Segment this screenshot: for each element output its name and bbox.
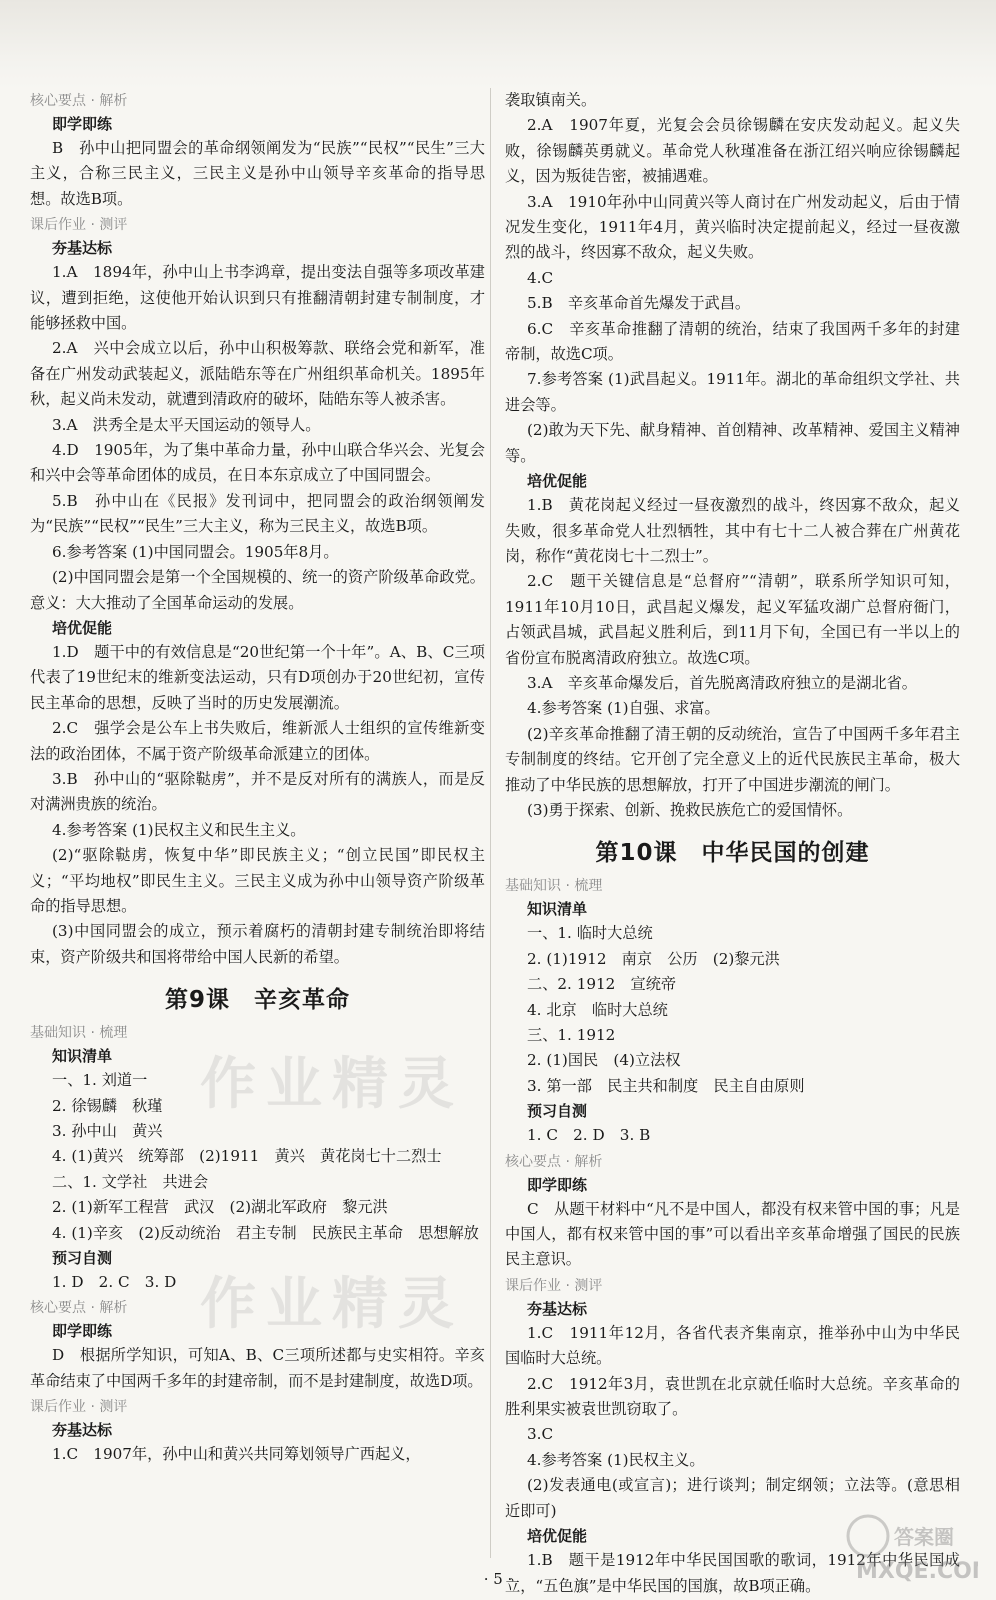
knowledge-line: 4. (1)辛亥 (2)反动统治 君主专制 民族民主革命 思想解放 xyxy=(52,1223,479,1242)
watermark-text: 作业精灵 xyxy=(200,1052,464,1117)
answer-item: (3)勇于探索、创新、挽救民族危亡的爱国情怀。 xyxy=(527,800,853,819)
knowledge-line: 4. 北京 临时大总统 xyxy=(527,1000,668,1019)
section-label: 课后作业 · 测评 xyxy=(505,1277,603,1294)
answer-item: 1.C 1911年12月，各省代表齐集南京，推举孙中山为中华民国临时大总统。 xyxy=(505,1323,960,1368)
answer-item: (2)敢为天下先、献身精神、首创精神、改革精神、爱国主义精神等。 xyxy=(505,421,960,465)
answer-item: (2)“驱除鞑虏，恢复中华”即民族主义；“创立民国”即民权主义；“平均地权”即民生主义。三民主义成为孙中山领导资产阶级革命的指导思想。 xyxy=(30,846,485,915)
section-label: 核心要点 · 解析 xyxy=(505,1153,603,1170)
subsection-title: 即学即练 xyxy=(52,1322,113,1341)
subsection-title: 夯基达标 xyxy=(527,1299,588,1318)
knowledge-line: 二、2. 1912 宣统帝 xyxy=(527,975,677,994)
subsection-title: 培优促能 xyxy=(527,1527,588,1546)
subsection-title: 预习自测 xyxy=(52,1249,113,1268)
answer-item: 2.C 强学会是公车上书失败后，维新派人士组织的宣传维新变法的政治团体，不属于资产阶级革命派建立的团体。 xyxy=(30,719,485,763)
answer-item: (2)发表通电(或宣言)；进行谈判；制定纲领；立法等。(意思相近即可) xyxy=(505,1476,960,1520)
knowledge-line: 三、1. 1912 xyxy=(527,1026,616,1044)
answer-item: 1.B 黄花岗起义经过一昼夜激烈的战斗，终因寡不敌众，起义失败，很多革命党人壮烈牺牲，其中有七十二人被合葬在广州黄花岗，称作“黄花岗七十二烈士”。 xyxy=(505,496,960,565)
section-label: 课后作业 · 测评 xyxy=(30,217,128,234)
watermark-text: 作业精灵 xyxy=(200,1272,464,1337)
knowledge-line: 1. D 2. C 3. D xyxy=(52,1273,177,1292)
knowledge-line: 二、1. 文学社 共进会 xyxy=(52,1172,209,1191)
section-label: 核心要点 · 解析 xyxy=(30,93,128,109)
answer-paragraph: B 孙中山把同盟会的革命纲领阐发为“民族”“民权”“民生”三大主义，合称三民主义，三民主义是孙中山领导辛亥革命的指导思想。故选B项。 xyxy=(30,139,485,208)
answer-item: 4.D 1905年，为了集中革命力量，孙中山联合华兴会、光复会和兴中会等革命团体的成员，在日本东京成立了中国同盟会。 xyxy=(30,441,485,485)
answer-item: 6.C 辛亥革命推翻了清朝的统治，结束了我国两千多年的封建帝制，故选C项。 xyxy=(505,319,960,364)
column-divider xyxy=(490,88,491,1558)
answer-item: 1.B 题干是1912年中华民国国歌的歌词，1912年中华民国成立，“五色旗”是中华民国的国旗，故B项正确。 xyxy=(505,1551,960,1595)
logo-text-en: MXQE.CO xyxy=(856,1559,972,1584)
subsection-title: 夯基达标 xyxy=(52,239,113,258)
knowledge-line: 2. (1)国民 (4)立法权 xyxy=(527,1051,681,1070)
site-logo xyxy=(828,1510,978,1590)
answer-item: 2.C 1912年3月，袁世凯在北京就任临时大总统。辛亥革命的胜利果实被袁世凯窃取了。 xyxy=(505,1374,960,1419)
knowledge-line: 2. 徐锡麟 秋瑾 xyxy=(52,1096,163,1115)
knowledge-line: 3. 第一部 民主共和制度 民主自由原则 xyxy=(527,1076,805,1095)
answer-item: 5.B 辛亥革命首先爆发于武昌。 xyxy=(527,294,751,313)
answer-paragraph: D 根据所学知识，可知A、B、C三项所述都与史实相符。辛亥革命结束了中国两千多年的封建帝制，而不是封建制度，故选D项。 xyxy=(30,1346,485,1390)
lesson-title: 第10课 中华民国的创建 xyxy=(595,840,870,867)
answer-item: 3.C xyxy=(527,1425,554,1444)
section-label: 核心要点 · 解析 xyxy=(30,1300,128,1317)
knowledge-line: 一、1. 临时大总统 xyxy=(527,924,653,943)
answer-item: 3.A 辛亥革命爆发后，首先脱离清政府独立的是湖北省。 xyxy=(527,673,917,692)
section-label: 课后作业 · 测评 xyxy=(30,1399,128,1416)
answer-item: 1.A 1894年，孙中山上书李鸿章，提出变法自强等多项改革建议，遭到拒绝，这使他开始认识到只有推翻清朝封建专制制度，才能够拯救中国。 xyxy=(30,263,485,333)
subsection-title: 培优促能 xyxy=(52,618,113,637)
answer-item: 1.C 1907年，孙中山和黄兴共同筹划领导广西起义， xyxy=(52,1445,421,1464)
answer-item: 4.参考答案 (1)自强、求富。 xyxy=(527,699,720,718)
subsection-title: 夯基达标 xyxy=(52,1421,113,1440)
answer-item: (2)中国同盟会是第一个全国规模的、统一的资产阶级革命政党。意义：大大推动了全国革命运动的发展。 xyxy=(30,568,485,612)
right-column xyxy=(505,88,960,1599)
answer-item: 3.B 孙中山的“驱除鞑虏”，并不是反对所有的满族人，而是反对满洲贵族的统治。 xyxy=(30,769,485,814)
answer-item: 1.D 题干中的有效信息是“20世纪第一个十年”。A、B、C三项代表了19世纪末的维新变法运动，只有D项创办于20世纪初，宣传民主革命的思想，反映了当时的历史发展潮流。 xyxy=(30,642,485,712)
knowledge-line: 2. (1)1912 南京 公历 (2)黎元洪 xyxy=(527,949,780,968)
knowledge-line: 4. (1)黄兴 统筹部 (2)1911 黄兴 黄花岗七十二烈士 xyxy=(52,1147,442,1166)
lesson-title: 第9课 辛亥革命 xyxy=(164,987,350,1014)
logo-icon xyxy=(828,1510,978,1590)
answer-item: 6.参考答案 (1)中国同盟会。1905年8月。 xyxy=(52,542,339,561)
logo-text-cn: 答案圈 xyxy=(894,1525,954,1549)
knowledge-line: 2. (1)新军工程营 武汉 (2)湖北军政府 黎元洪 xyxy=(52,1198,388,1217)
answer-item: 4.参考答案 (1)民权主义。 xyxy=(527,1450,705,1469)
answer-item: 4.参考答案 (1)民权主义和民生主义。 xyxy=(52,820,306,839)
page-number: · 5 · xyxy=(483,1570,513,1588)
answer-continuation: 袭取镇南关。 xyxy=(505,91,597,109)
subsection-title: 培优促能 xyxy=(527,472,588,491)
section-label: 基础知识 · 梳理 xyxy=(505,878,603,895)
answer-item: (2)辛亥革命推翻了清王朝的反动统治，宣告了中国两千多年君主专制制度的终结。它开创了完全意义上的近代民族民主革命，极大推动了中华民族的思想解放，打开了中国进步潮流的闸门。 xyxy=(505,724,960,794)
subsection-title: 即学即练 xyxy=(527,1175,588,1194)
page-top-shadow xyxy=(0,0,996,90)
answer-item: 7.参考答案 (1)武昌起义。1911年。湖北的革命组织文学社、共进会等。 xyxy=(505,370,960,414)
section-label: 基础知识 · 梳理 xyxy=(30,1025,128,1042)
answer-item: 3.A 洪秀全是太平天国运动的领导人。 xyxy=(52,415,321,434)
answer-item: 3.A 1910年孙中山同黄兴等人商讨在广州发动起义，后由于情况发生变化，1911年4月，黄兴临时决定提前起义，经过一昼夜激烈的战斗，终因寡不敌众，起义失败。 xyxy=(505,192,960,262)
answer-item: (3)中国同盟会的成立，预示着腐朽的清朝封建专制统治即将结束，资产阶级共和国将带给中国人民新的希望。 xyxy=(30,922,485,966)
knowledge-line: 3. 孙中山 黄兴 xyxy=(52,1122,163,1140)
knowledge-line: 1. C 2. D 3. B xyxy=(527,1126,651,1145)
answer-paragraph: C 从题干材料中“凡不是中国人，都没有权来管中国的事；凡是中国人，都有权来管中国的事”可以看出辛亥革命增强了国民的民族民主意识。 xyxy=(505,1199,960,1269)
subsection-title: 知识清单 xyxy=(52,1047,113,1066)
subsection-title: 知识清单 xyxy=(527,900,588,919)
knowledge-line: 一、1. 刘道一 xyxy=(52,1071,148,1090)
answer-item: 4.C xyxy=(527,268,554,287)
answer-item: 2.A 1907年夏，光复会会员徐锡麟在安庆发动起义。起义失败，徐锡麟英勇就义。革命党人秋瑾准备在浙江绍兴响应徐锡麟起义，因为叛徒告密，被捕遇难。 xyxy=(505,116,960,186)
answer-item: 2.C 题干关键信息是“总督府”“清朝”，联系所学知识可知，1911年10月10日，武昌起义爆发，起义军猛攻湖广总督府衙门，占领武昌城，武昌起义胜利后，到11月下旬，全国已有一半以上的省份宣布脱离清政府独立。故选C项。 xyxy=(505,572,960,667)
subsection-title: 即学即练 xyxy=(52,115,113,133)
answer-item: 5.B 孙中山在《民报》发刊词中，把同盟会的政治纲领阐发为“民族”“民权”“民生”三大主义，称为三民主义，故选B项。 xyxy=(30,491,485,536)
subsection-title: 预习自测 xyxy=(527,1102,588,1121)
answer-item: 2.A 兴中会成立以后，孙中山积极筹款、联络会党和新军，准备在广州发动武装起义，派陆皓东等在广州组织革命机关。1895年秋，起义尚未发动，就遭到清政府的破坏，陆皓东等人被杀害。 xyxy=(30,339,485,409)
